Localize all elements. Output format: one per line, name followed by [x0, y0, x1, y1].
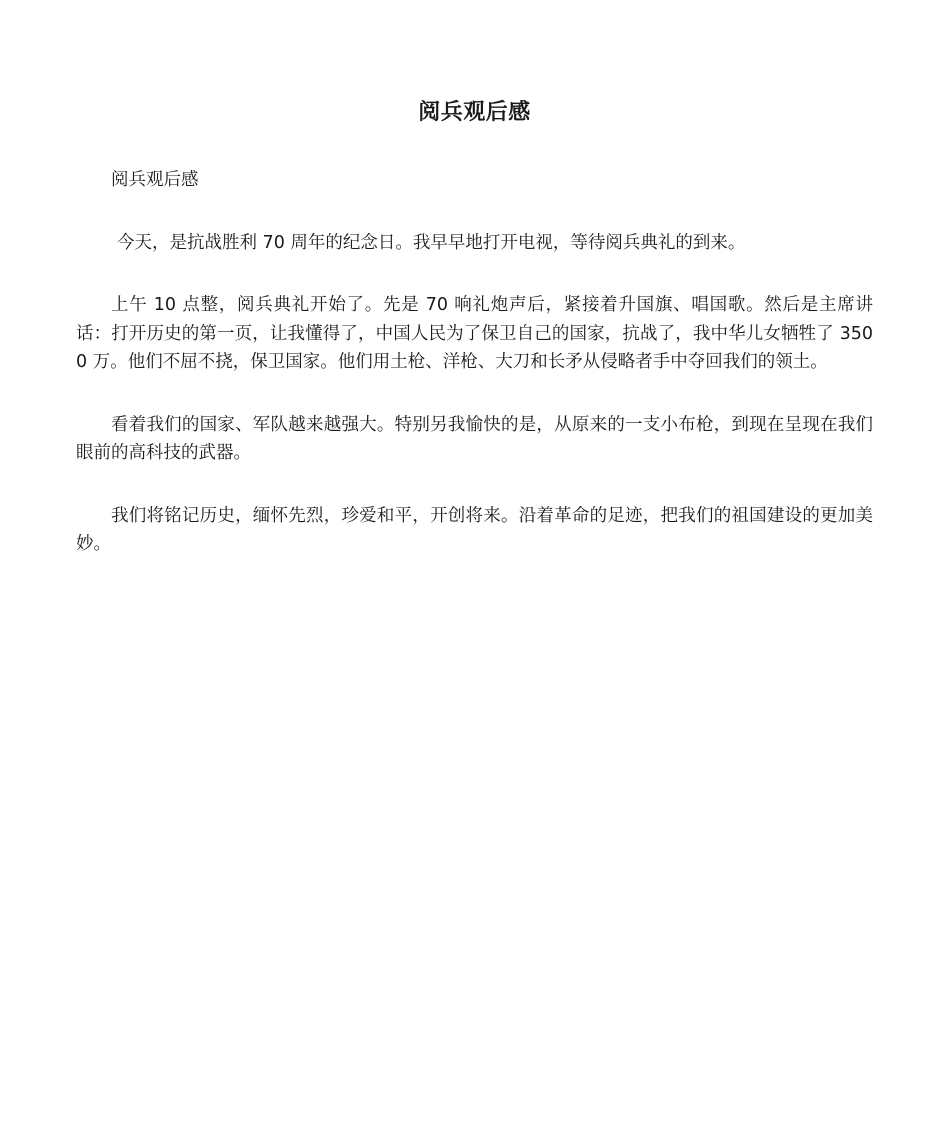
paragraph-2: 上午 10 点整，阅兵典礼开始了。先是 70 响礼炮声后，紧接着升国旗、唱国歌。然后是主席讲话：打开历史的第一页，让我懂得了，中国人民为了保卫自己的国家，抗战了，我中华儿女牺牲了 3500 万。他们不屈不挠，保卫国家。他们用土枪、洋枪、大刀和长矛从侵略者手中夺回我们的领土。: [76, 295, 873, 372]
paragraph-3: 看着我们的国家、军队越来越强大。特别另我愉快的是，从原来的一支小布枪，到现在呈现在我们眼前的高科技的武器。: [76, 414, 873, 463]
paragraph-1: 今天，是抗战胜利 70 周年的纪念日。我早早地打开电视，等待阅兵典礼的到来。: [117, 232, 746, 253]
paragraph-subtitle: 阅兵观后感: [111, 170, 199, 190]
document-page: [76, 96, 873, 559]
document-title: 阅兵观后感: [418, 100, 531, 125]
document-body: [76, 166, 873, 559]
paragraph-4: 我们将铭记历史，缅怀先烈，珍爱和平，开创将来。沿着革命的足迹，把我们的祖国建设的更加美妙。: [76, 505, 873, 554]
